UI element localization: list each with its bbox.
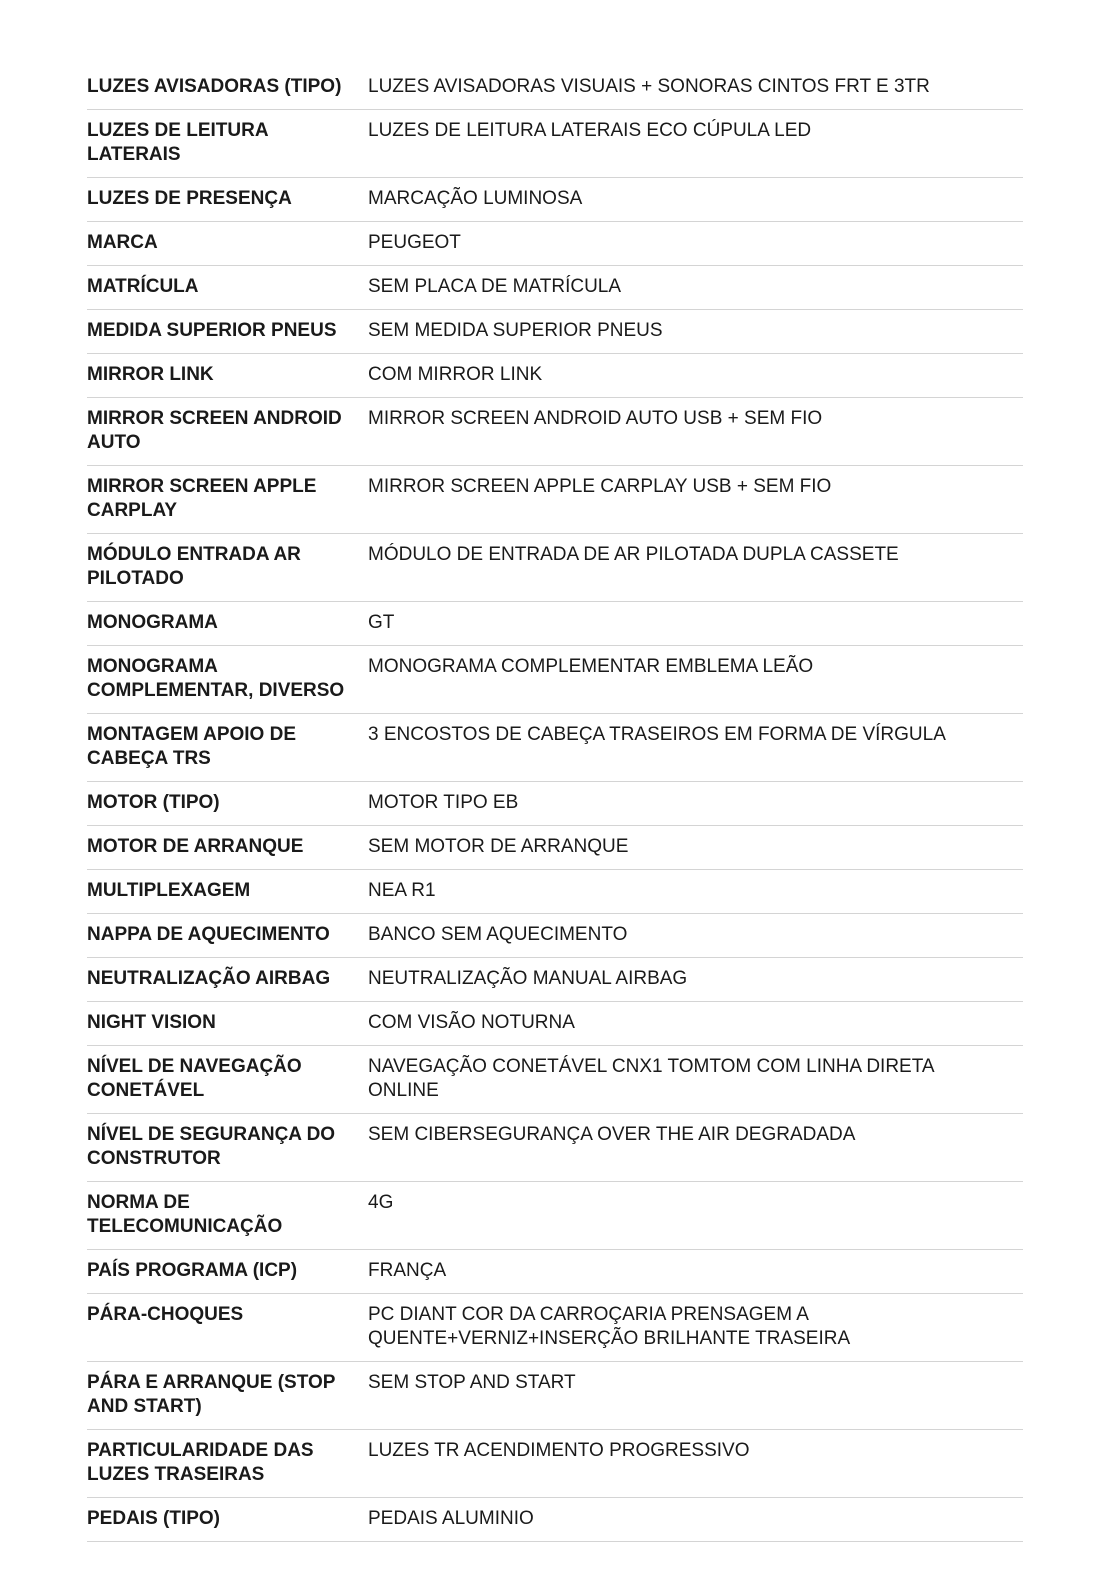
spec-row xyxy=(87,354,1023,398)
spec-row xyxy=(87,398,1023,466)
spec-value: MIRROR SCREEN APPLE CARPLAY USB + SEM FIO xyxy=(368,476,832,497)
spec-value: MÓDULO DE ENTRADA DE AR PILOTADA DUPLA CASSETE xyxy=(368,544,899,565)
spec-value: LUZES DE LEITURA LATERAIS ECO CÚPULA LED xyxy=(368,120,812,141)
spec-label: MEDIDA SUPERIOR PNEUS xyxy=(87,320,337,341)
spec-label: MIRROR LINK xyxy=(87,364,214,385)
spec-label: NÍVEL DE NAVEGAÇÃO CONETÁVEL xyxy=(87,1056,302,1101)
spec-row xyxy=(87,714,1023,782)
spec-label: MOTOR DE ARRANQUE xyxy=(87,836,304,857)
spec-row xyxy=(87,534,1023,602)
spec-label: MULTIPLEXAGEM xyxy=(87,880,251,901)
spec-value: 3 ENCOSTOS DE CABEÇA TRASEIROS EM FORMA DE VÍRGULA xyxy=(368,724,946,745)
spec-row xyxy=(87,178,1023,222)
spec-label: NAPPA DE AQUECIMENTO xyxy=(87,924,330,945)
spec-row xyxy=(87,958,1023,1002)
spec-label: PARTICULARIDADE DAS LUZES TRASEIRAS xyxy=(87,1440,314,1485)
spec-row xyxy=(87,646,1023,714)
spec-row xyxy=(87,1498,1023,1542)
spec-value: MARCAÇÃO LUMINOSA xyxy=(368,188,583,209)
spec-row xyxy=(87,1182,1023,1250)
spec-value: MIRROR SCREEN ANDROID AUTO USB + SEM FIO xyxy=(368,408,823,429)
spec-value: SEM STOP AND START xyxy=(368,1372,576,1393)
spec-value: MONOGRAMA COMPLEMENTAR EMBLEMA LEÃO xyxy=(368,656,814,677)
spec-value: NAVEGAÇÃO CONETÁVEL CNX1 TOMTOM COM LINHA DIRETA ONLINE xyxy=(368,1056,935,1101)
spec-value: LUZES AVISADORAS VISUAIS + SONORAS CINTOS FRT E 3TR xyxy=(368,76,930,97)
spec-label: NÍVEL DE SEGURANÇA DO CONSTRUTOR xyxy=(87,1124,336,1169)
spec-row xyxy=(87,1430,1023,1498)
spec-value: MOTOR TIPO EB xyxy=(368,792,519,813)
spec-row xyxy=(87,310,1023,354)
spec-row xyxy=(87,826,1023,870)
spec-value: SEM MEDIDA SUPERIOR PNEUS xyxy=(368,320,663,341)
spec-label: MIRROR SCREEN ANDROID AUTO xyxy=(87,408,342,453)
spec-label: PÁRA-CHOQUES xyxy=(87,1304,244,1325)
spec-label: NORMA DE TELECOMUNICAÇÃO xyxy=(87,1192,283,1237)
spec-label: NIGHT VISION xyxy=(87,1012,216,1033)
spec-label: MÓDULO ENTRADA AR PILOTADO xyxy=(87,544,301,589)
spec-value: GT xyxy=(368,612,395,633)
spec-value: SEM PLACA DE MATRÍCULA xyxy=(368,276,622,297)
spec-label: LUZES AVISADORAS (TIPO) xyxy=(87,76,342,97)
spec-row xyxy=(87,782,1023,826)
spec-row xyxy=(87,110,1023,178)
spec-row xyxy=(87,870,1023,914)
spec-table xyxy=(87,66,1023,1542)
spec-label: MONOGRAMA COMPLEMENTAR, DIVERSO xyxy=(87,656,345,701)
spec-value: PC DIANT COR DA CARROÇARIA PRENSAGEM A QUENTE+VERNIZ+INSERÇÃO BRILHANTE TRASEIRA xyxy=(368,1304,851,1349)
spec-label: MONOGRAMA xyxy=(87,612,218,633)
spec-label: MARCA xyxy=(87,232,158,253)
spec-row xyxy=(87,466,1023,534)
spec-label: MIRROR SCREEN APPLE CARPLAY xyxy=(87,476,317,521)
spec-row xyxy=(87,1294,1023,1362)
spec-row xyxy=(87,602,1023,646)
spec-row xyxy=(87,266,1023,310)
spec-value: PEDAIS ALUMINIO xyxy=(368,1508,534,1529)
spec-row xyxy=(87,1250,1023,1294)
spec-row xyxy=(87,1046,1023,1114)
spec-row xyxy=(87,222,1023,266)
spec-value: SEM CIBERSEGURANÇA OVER THE AIR DEGRADADA xyxy=(368,1124,856,1145)
spec-value: BANCO SEM AQUECIMENTO xyxy=(368,924,628,945)
spec-label: PÁRA E ARRANQUE (STOP AND START) xyxy=(87,1372,336,1417)
spec-value: NEA R1 xyxy=(368,880,436,901)
spec-value: SEM MOTOR DE ARRANQUE xyxy=(368,836,629,857)
spec-value: PEUGEOT xyxy=(368,232,461,253)
spec-value: NEUTRALIZAÇÃO MANUAL AIRBAG xyxy=(368,968,688,989)
spec-row xyxy=(87,914,1023,958)
spec-value: 4G xyxy=(368,1192,394,1213)
spec-label: PEDAIS (TIPO) xyxy=(87,1508,221,1529)
spec-row xyxy=(87,1362,1023,1430)
spec-value: COM VISÃO NOTURNA xyxy=(368,1012,575,1033)
spec-label: PAÍS PROGRAMA (ICP) xyxy=(87,1260,298,1281)
spec-row xyxy=(87,66,1023,110)
spec-row xyxy=(87,1114,1023,1182)
spec-label: LUZES DE PRESENÇA xyxy=(87,188,292,209)
spec-label: MONTAGEM APOIO DE CABEÇA TRS xyxy=(87,724,296,769)
spec-label: MOTOR (TIPO) xyxy=(87,792,220,813)
spec-label: MATRÍCULA xyxy=(87,276,199,297)
spec-value: LUZES TR ACENDIMENTO PROGRESSIVO xyxy=(368,1440,750,1461)
spec-row xyxy=(87,1002,1023,1046)
spec-label: LUZES DE LEITURA LATERAIS xyxy=(87,120,269,165)
spec-value: COM MIRROR LINK xyxy=(368,364,543,385)
spec-label: NEUTRALIZAÇÃO AIRBAG xyxy=(87,968,331,989)
spec-value: FRANÇA xyxy=(368,1260,447,1281)
